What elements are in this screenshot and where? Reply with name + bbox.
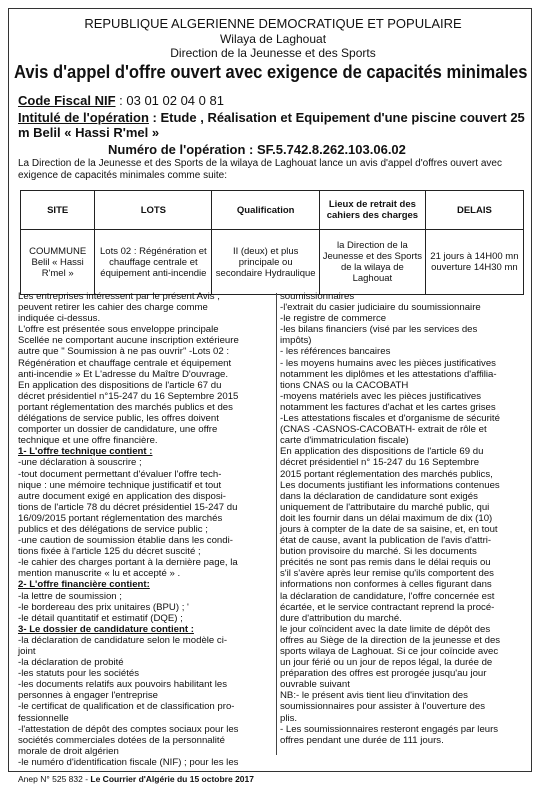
text-line: uniquement de l'attributaire du marché public, qui (280, 501, 490, 513)
text-line: tions de l'article 78 du décret présidentiel 15-247 du (18, 501, 238, 513)
text-line: carte d'immatriculation fiscale) (280, 435, 409, 447)
footer-anep: Anep N° 525 832 - (18, 774, 91, 784)
publication-footer (18, 774, 254, 784)
text-line: 16/09/2015 portant réglementation des marchés (18, 512, 223, 524)
text-line: sociétés commerciales dotées de la personnalité (18, 734, 225, 746)
table-cell-retrait: la Direction de la Jeunesse et des Sports de la wilaya de Laghouat (319, 230, 425, 295)
text-line: joint (18, 646, 36, 657)
text-line: - les moyens humains avec les pièces justificatives (280, 357, 496, 369)
notice-title: Avis d'appel d'offre ouvert avec exigence de capacités minimales (14, 62, 528, 82)
text-line: notamment les factures d'achat et les cartes grises (280, 401, 496, 413)
text-line: un jour férié ou un jour de repos légal, la durée de (280, 657, 493, 669)
text-line: autre document exigé en application des disposi- (18, 490, 226, 502)
text-line: fessionnelle (18, 712, 69, 724)
table-header: LOTS (95, 191, 212, 230)
text-line: 2- L'offre financière contient: (18, 579, 150, 591)
text-line: 1- L'offre technique contient : (18, 446, 153, 458)
text-line: portant réglementation des marchés publics et des (18, 401, 233, 413)
text-line: notamment les diplômes et les attestations d'affilia- (280, 368, 497, 380)
text-line: anti-incendie » Et L'adresse du Maître D'ouvrage. (18, 368, 229, 380)
text-line: mention manuscrite « lu et accepté » . (18, 568, 181, 580)
text-line: bution provisoire du marché. Si les documents (280, 546, 477, 558)
text-line: -le certificat de qualification et de classification pro- (18, 701, 235, 713)
text-line: 3- Le dossier de candidature contient : (18, 623, 194, 635)
text-line: L'offre est présentée sous enveloppe principale (18, 324, 219, 336)
text-line: -une déclaration à souscrire ; (18, 457, 142, 469)
text-line: Les entreprises intéressent par le présent Avis , (18, 291, 220, 302)
text-line: doit les fournir dans un délai maximum de dix (10) (280, 512, 493, 524)
text-line: plis. (280, 712, 298, 724)
text-line: -la déclaration de candidature selon le modèle ci- (18, 634, 228, 646)
header-republic: REPUBLIQUE ALGERIENNE DEMOCRATIQUE ET POPULAIRE (84, 16, 462, 31)
text-line: -le numéro d'identification fiscale (NIF) ; pour les les (18, 756, 239, 768)
text-line: - Les soumissionnaires resteront engagés par leurs (280, 723, 499, 735)
text-line: 2015 portant réglementation des marchés publics, (280, 468, 493, 480)
text-line: impôts) (280, 335, 312, 347)
table-cell-lots: Lots 02 : Régénération et chauffage centrale et équipement anti-incendie (95, 230, 212, 295)
text-line: -moyens matériels avec les pièces justificatives (280, 390, 482, 402)
text-line: soumissionnaires (280, 291, 355, 302)
text-line: s'il s'avère après leur remise qu'ils comportent des (280, 568, 494, 580)
text-line: -Les attestations fiscales et d'organisme de sécurité (280, 413, 500, 425)
text-line: décret présidentiel n° 15-247 du 16 Septembre (280, 457, 480, 469)
body-columns (18, 291, 528, 768)
text-line: -l'attestation de dépôt des comptes sociaux pour les (18, 723, 239, 735)
table-cell-qualification: II (deux) et plus principale ou secondaire Hydraulique (212, 230, 320, 295)
text-line: nique : une mémoire technique justificatif et tout (18, 479, 222, 491)
text-line: -le cahier des charges portant à la dernière page, la (18, 557, 238, 569)
text-line: publics et des délégations de service public ; (18, 523, 208, 535)
text-line: -les documents relatifs aux pouvoirs habilitant les (18, 679, 228, 691)
text-line: délégations de service public, les offres doivent (18, 413, 219, 425)
operation-label: Intitulé de l'opération (18, 110, 149, 125)
operation-title (18, 110, 533, 140)
text-line: - les références bancaires (280, 346, 391, 358)
text-line: autre que " Soumission à ne pas ouvrir" -Lots 02 : (18, 346, 230, 358)
text-line: tions CNAS ou la CACOBATH (280, 379, 409, 391)
text-line: comporter un dossier de candidature, une offre (18, 424, 218, 436)
text-line: peuvent retirer les cahier des charge comme (18, 302, 208, 314)
text-line: tions fixée à l'article 125 du décret suscité ; (18, 546, 201, 558)
text-line: En application des dispositions de l'article 67 du (18, 379, 222, 391)
text-line: soumissionnaires pour assister à l'ouverture des (280, 701, 485, 713)
table-cell-site: COUMMUNE Belil « Hassi R'mel » (21, 230, 95, 295)
text-line: offres au Siège de la direction de la jeunesse et des (280, 634, 501, 646)
fiscal-code (18, 93, 224, 108)
table-header: Lieux de retrait des cahiers des charges (319, 191, 425, 230)
right-column (280, 291, 530, 746)
text-line: En application des dispositions de l'article 69 du (280, 446, 484, 458)
text-line: offres pendant une durée de 111 jours. (280, 734, 444, 746)
text-line: écartée, et le service contractant reprend la procé- (280, 601, 495, 613)
text-line: -les bilans financiers (visé par les services des (280, 324, 478, 336)
text-line: précités ne sont pas remis dans le délai requis ou (280, 557, 491, 569)
column-divider (276, 293, 277, 755)
text-line: -les statuts pour les sociétés (18, 668, 140, 680)
text-line: personnes à engager l'entreprise (18, 690, 158, 702)
text-line: -une caution de soumission établie dans les condi- (18, 535, 233, 547)
text-line: morale de droit algérien (18, 745, 119, 757)
text-line: technique et une offre financière. (18, 435, 158, 447)
fiscal-code-value: : 03 01 02 04 0 81 (115, 93, 224, 108)
left-column (18, 291, 273, 768)
header-wilaya: Wilaya de Laghouat (219, 32, 327, 46)
table-header-row (21, 191, 524, 230)
fiscal-code-label: Code Fiscal NIF (18, 93, 116, 108)
text-line: -l'extrait du casier judiciaire du soumissionnaire (280, 302, 481, 314)
text-line: informations non conformes à celles figurant dans (280, 579, 492, 591)
operation-value: : Etude , Réalisation et Equipement d'une piscine couvert 25 m Belil « Hassi R'mel » (18, 110, 525, 140)
text-line: Régénération et chauffage centrale et équipement (18, 357, 232, 369)
text-line: préparation des offres est prorogée jusqu'au jour (280, 668, 487, 680)
text-line: dans la déclaration de candidature sont exigés (280, 490, 478, 502)
operation-number: Numéro de l'opération : SF.5.742.8.262.103.06.02 (108, 142, 406, 157)
table-header: DELAIS (425, 191, 523, 230)
table-header: SITE (21, 191, 95, 230)
footer-newspaper: Le Courrier d'Algérie du 15 octobre 2017 (90, 774, 254, 784)
text-line: la déclaration de candidature, l'offre concernée est (280, 590, 495, 602)
text-line: dure d'attribution du marché. (280, 612, 402, 624)
table-row (21, 230, 524, 295)
text-line: -la déclaration de probité (18, 657, 124, 669)
text-line: (CNAS -CASNOS-CACOBATH- extrait de rôle et (280, 424, 487, 436)
text-line: état de cause, avant la publication de l'avis d'attri- (280, 535, 492, 547)
text-line: -le détail quantitatif et estimatif (DQE) ; (18, 612, 183, 624)
text-line: décret présidentiel n°15-247 du 16 Septembre 2015 (18, 390, 239, 402)
table-cell-delais: 21 jours à 14H00 mn ouverture 14H30 mn (425, 230, 523, 295)
text-line: -la lettre de soumission ; (18, 590, 122, 602)
header-direction: Direction de la Jeunesse et des Sports (170, 46, 376, 60)
text-line: -tout document permettant d'évaluer l'offre tech- (18, 468, 222, 480)
text-line: NB:- le présent avis tient lieu d'invitation des (280, 690, 468, 702)
text-line: jours à compter de la date de sa saisine, et, en tout (280, 523, 498, 535)
text-line: indiquée ci-dessus. (18, 313, 101, 325)
text-line: -le registre de commerce (280, 313, 387, 325)
text-line: ouvrable suivant (280, 679, 350, 691)
text-line: Scellée ne comportant aucune inscription extérieure (18, 335, 239, 347)
text-line: -le bordereau des prix unitaires (BPU) ; ' (18, 601, 189, 613)
lots-table (20, 190, 524, 295)
text-line: sports wilaya de Laghouat. Si ce jour coïncide avec (280, 646, 499, 657)
text-line: Les documents justifiant les informations contenues (280, 479, 500, 491)
table-header: Qualification (212, 191, 320, 230)
text-line: le jour coïncident avec la date limite de dépôt des (280, 623, 491, 635)
intro-paragraph: La Direction de la Jeunesse et des Sports de la wilaya de Laghouat lance un avis d'appel d'offres ouvert avec exigence de capacités minimales comme suite: (18, 158, 502, 181)
